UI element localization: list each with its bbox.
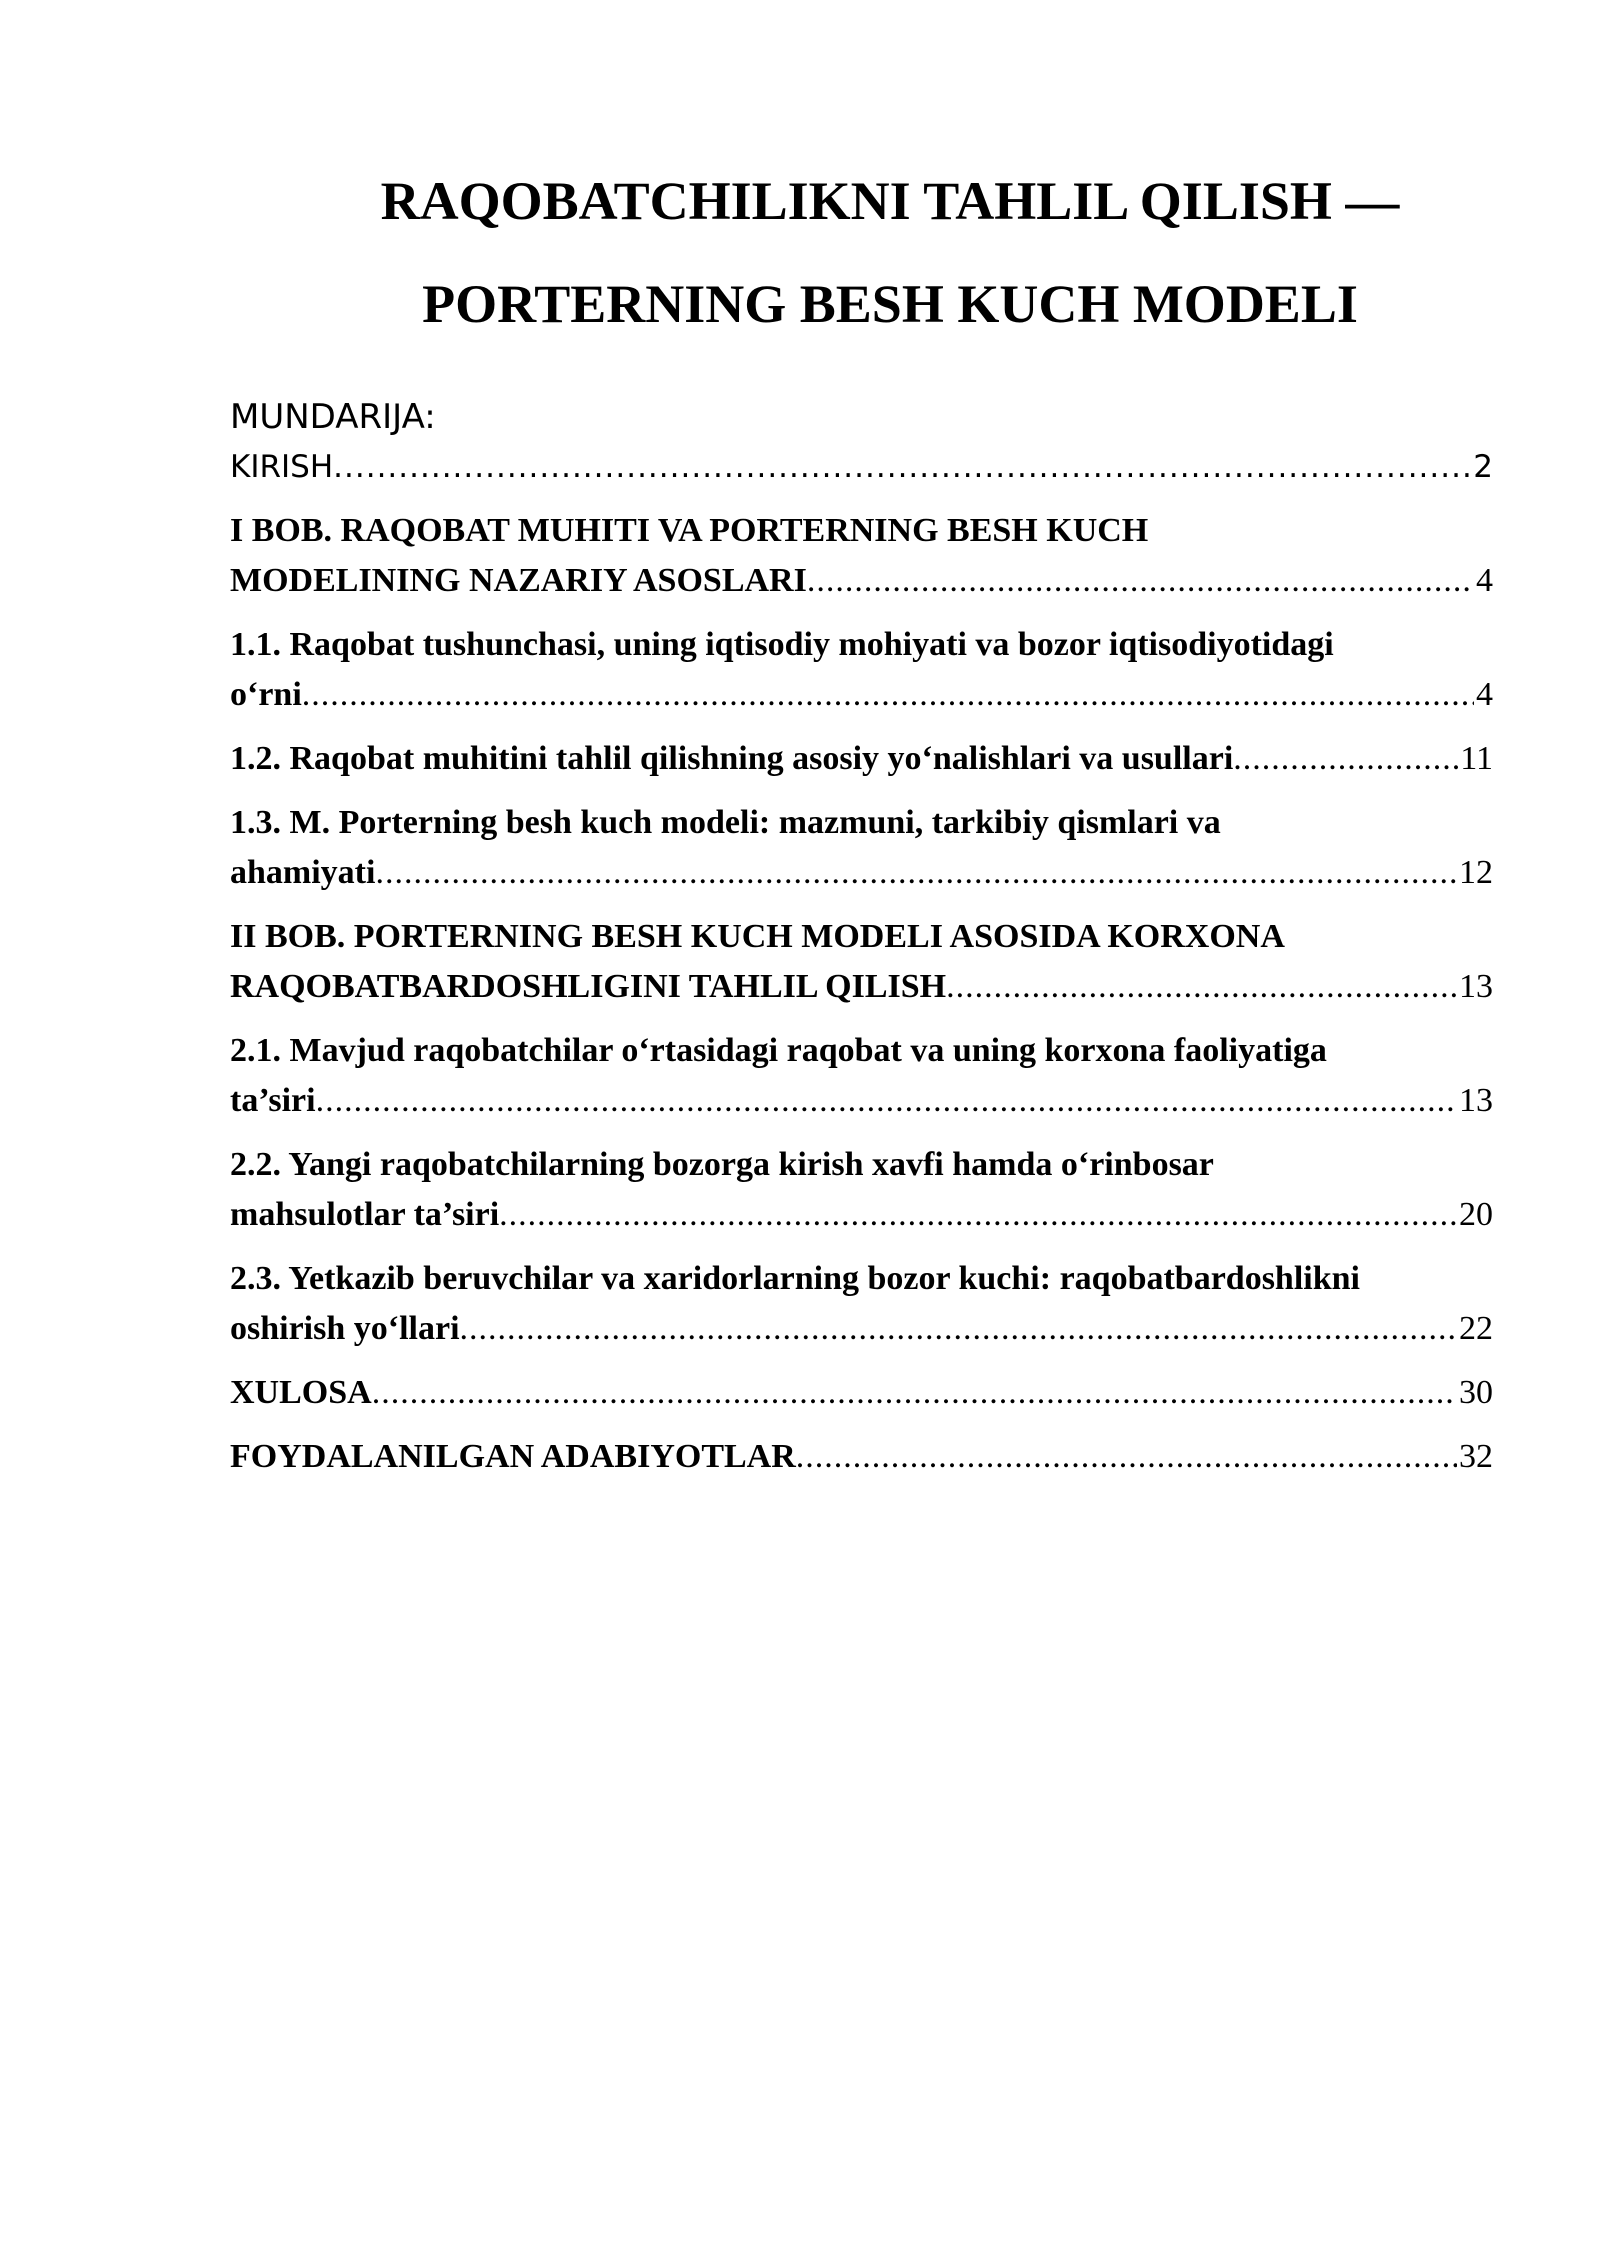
toc-page-number: 13	[1459, 968, 1493, 1005]
toc-entry-text: FOYDALANILGAN ADABIYOTLAR	[230, 1438, 796, 1475]
toc-page-number: 20	[1459, 1196, 1493, 1233]
document-title	[300, 150, 1480, 356]
toc-leader-dots	[946, 962, 1457, 1012]
toc-page-number: 32	[1459, 1438, 1493, 1475]
toc-entry-section-1-2[interactable]	[230, 734, 1493, 784]
toc-entry-text-line1: 1.1. Raqobat tushunchasi, uning iqtisodiy mohiyati va bozor iqtisodiyotidagi	[230, 626, 1334, 663]
toc-leader-dots	[1233, 734, 1458, 784]
toc-entry-text-line1: 1.3. M. Porterning besh kuch modeli: mazmuni, tarkibiy qismlari va	[230, 804, 1221, 841]
toc-entry-text-line1: 2.3. Yetkazib beruvchilar va xaridorlarning bozor kuchi: raqobatbardoshlikni	[230, 1260, 1361, 1297]
toc-page-number: 22	[1459, 1310, 1493, 1347]
toc-page-number: 4	[1476, 676, 1493, 713]
toc-page-number: 13	[1459, 1082, 1493, 1119]
toc-entry-text-line1: 2.2. Yangi raqobatchilarning bozorga kirish xavfi hamda o‘rinbosar	[230, 1146, 1214, 1183]
toc-entry-section-2-2[interactable]	[230, 1140, 1493, 1240]
toc-page-number: 2	[1473, 449, 1493, 485]
toc-entry-text: RAQOBATBARDOSHLIGINI TAHLIL QILISH	[230, 968, 947, 1005]
toc-heading: MUNDARIJA:	[230, 397, 436, 437]
toc-entry-section-1-3[interactable]	[230, 798, 1493, 898]
toc-leader-dots	[499, 1190, 1457, 1240]
toc-entry-text: ahamiyati	[230, 854, 376, 891]
toc-entry-text: MODELINING NAZARIY ASOSLARI	[230, 562, 807, 599]
toc-page-number: 12	[1459, 854, 1493, 891]
toc-page-number: 11	[1460, 740, 1493, 777]
toc-entry-text: o‘rni	[230, 676, 302, 713]
toc-leader-dots	[460, 1304, 1457, 1354]
title-line-1: RAQOBATCHILIKNI TAHLIL QILISH —	[380, 171, 1400, 231]
toc-leader-dots	[316, 1076, 1457, 1126]
toc-entry-chapter-2[interactable]	[230, 912, 1493, 1012]
toc-leader-dots	[807, 556, 1474, 606]
toc-page-number: 30	[1459, 1374, 1493, 1411]
toc-leader-dots	[796, 1432, 1457, 1482]
toc-entry-text-line1: 2.1. Mavjud raqobatchilar o‘rtasidagi raqobat va uning korxona faoliyatiga	[230, 1032, 1327, 1069]
toc-entry-kirish[interactable]	[230, 442, 1493, 492]
toc-entry-text: XULOSA	[230, 1374, 372, 1411]
toc-entry-text: ta’siri	[230, 1082, 316, 1119]
toc-entry-chapter-1[interactable]	[230, 506, 1493, 606]
toc-entry-text: KIRISH	[230, 449, 334, 485]
toc-entry-section-2-3[interactable]	[230, 1254, 1493, 1354]
toc-leader-dots	[375, 848, 1457, 898]
toc-entry-section-1-1[interactable]	[230, 620, 1493, 720]
toc-leader-dots	[302, 670, 1474, 720]
toc-entry-text: 1.2. Raqobat muhitini tahlil qilishning asosiy yo‘nalishlari va usullari	[230, 740, 1234, 777]
toc-leader-dots	[333, 442, 1471, 492]
toc-entry-text: oshirish yo‘llari	[230, 1310, 460, 1347]
toc-entry-section-2-1[interactable]	[230, 1026, 1493, 1126]
toc-leader-dots	[372, 1368, 1457, 1418]
toc-entry-text-line1: I BOB. RAQOBAT MUHITI VA PORTERNING BESH KUCH	[230, 512, 1149, 549]
title-line-2: PORTERNING BESH KUCH MODELI	[422, 274, 1358, 334]
toc-entry-references[interactable]	[230, 1432, 1493, 1482]
table-of-contents	[230, 392, 1493, 1496]
toc-page-number: 4	[1476, 562, 1493, 599]
toc-entry-text-line1: II BOB. PORTERNING BESH KUCH MODELI ASOSIDA KORXONA	[230, 918, 1285, 955]
toc-entry-xulosa[interactable]	[230, 1368, 1493, 1418]
toc-entry-text: mahsulotlar ta’siri	[230, 1196, 500, 1233]
